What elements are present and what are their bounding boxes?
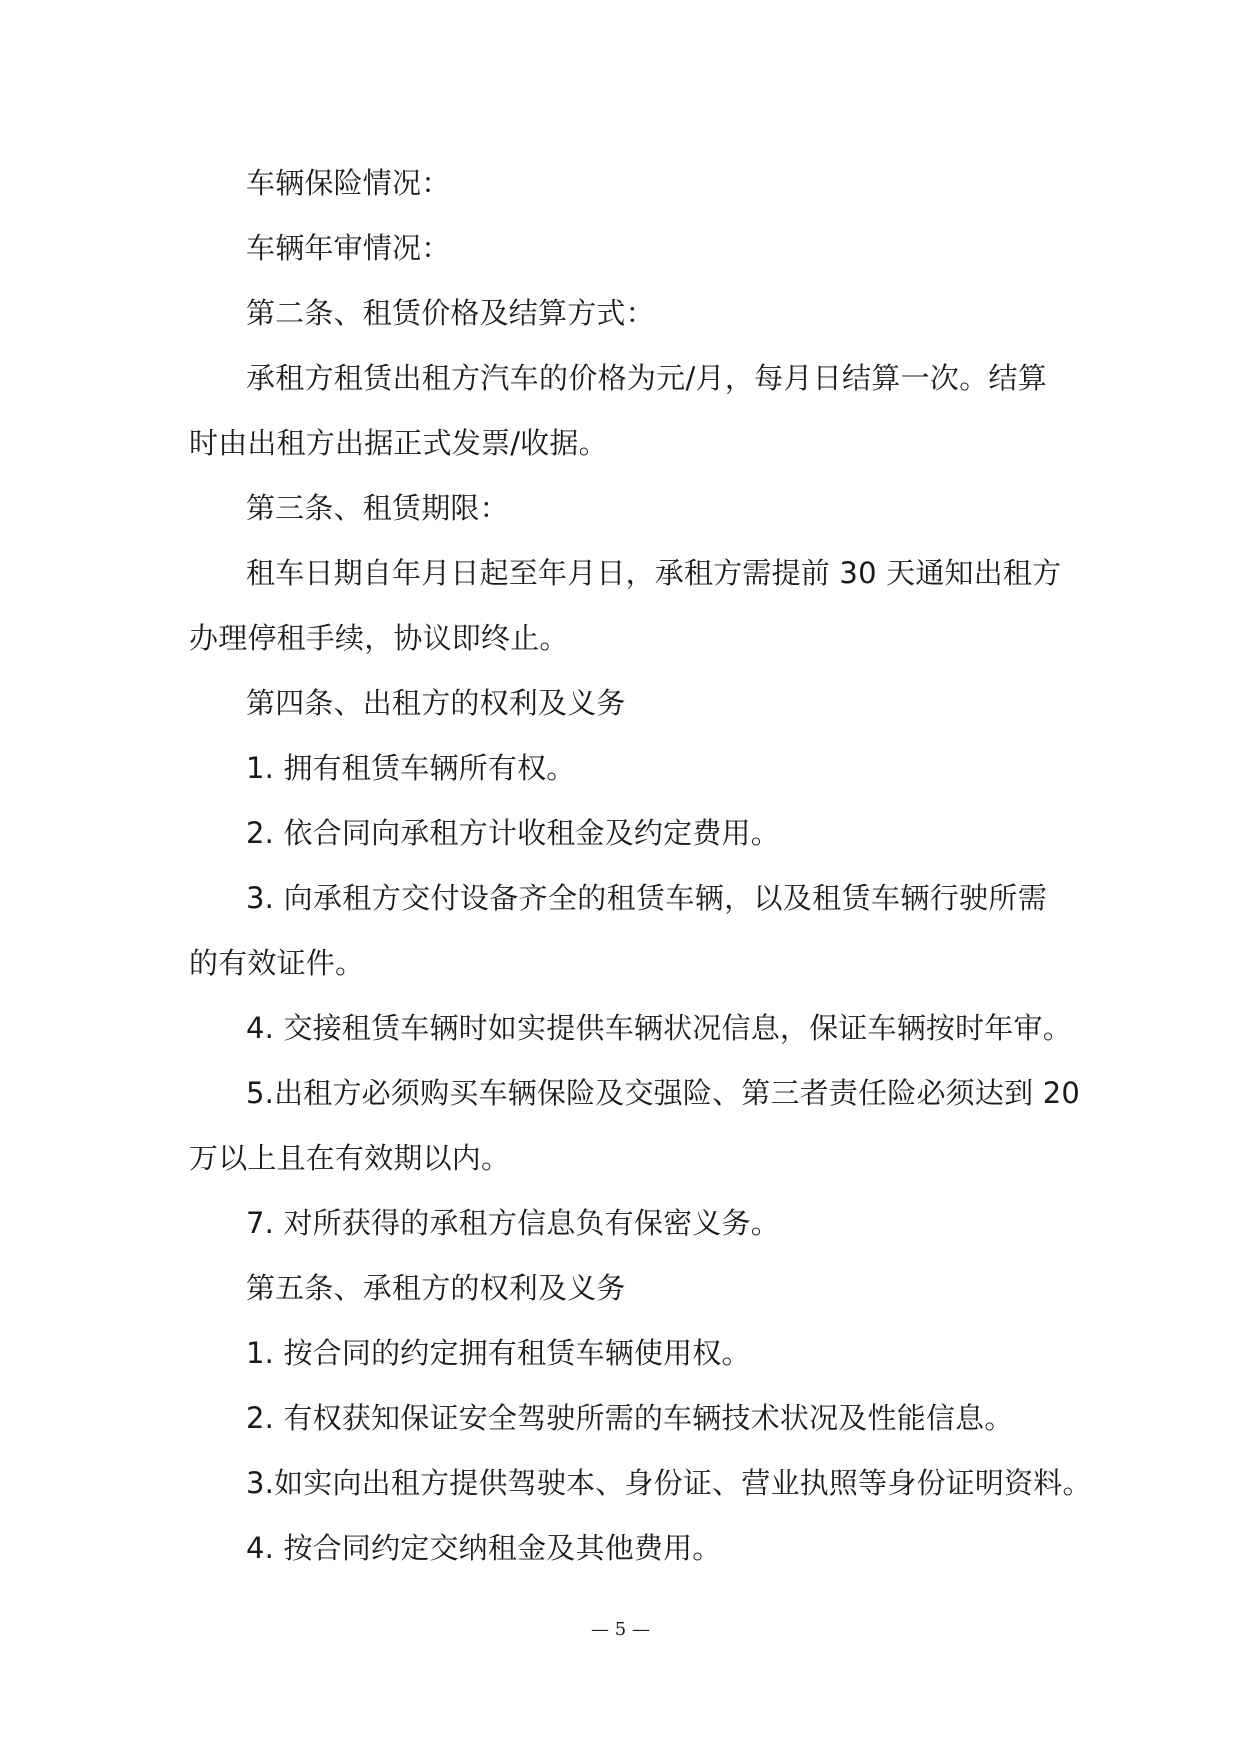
text-line: 时由出租方出据正式发票/收据。 [189, 426, 608, 460]
section-heading: 第二条、租赁价格及结算方式： [246, 296, 655, 330]
list-item: 4. 按合同约定交纳租金及其他费用。 [246, 1531, 722, 1565]
list-item: 3.如实向出租方提供驾驶本、身份证、营业执照等身份证明资料。 [246, 1466, 1092, 1500]
text-line: 车辆年审情况： [246, 231, 451, 265]
text-line: 承租方租赁出租方汽车的价格为元/月，每月日结算一次。结算 [246, 361, 1047, 395]
list-item: 1. 按合同的约定拥有租赁车辆使用权。 [246, 1336, 751, 1370]
text-line: 车辆保险情况： [246, 166, 451, 200]
section-heading: 第三条、租赁期限： [246, 491, 509, 525]
page-number: — 5 — [591, 1619, 650, 1640]
section-heading: 第四条、出租方的权利及义务 [246, 686, 626, 720]
list-item: 2. 有权获知保证安全驾驶所需的车辆技术状况及性能信息。 [246, 1401, 1014, 1435]
list-item: 7. 对所获得的承租方信息负有保密义务。 [246, 1206, 780, 1240]
list-item: 2. 依合同向承租方计收租金及约定费用。 [246, 816, 780, 850]
list-item: 3. 向承租方交付设备齐全的租赁车辆，以及租赁车辆行驶所需 [246, 881, 1047, 915]
text-line: 的有效证件。 [189, 946, 365, 980]
text-line: 万以上且在有效期以内。 [189, 1141, 511, 1175]
list-item: 4. 交接租赁车辆时如实提供车辆状况信息，保证车辆按时年审。 [246, 1011, 1072, 1045]
list-item: 1. 拥有租赁车辆所有权。 [246, 751, 576, 785]
text-line: 办理停租手续，协议即终止。 [189, 621, 569, 655]
section-heading: 第五条、承租方的权利及义务 [246, 1271, 626, 1305]
text-line: 租车日期自年月日起至年月日，承租方需提前 30 天通知出租方 [246, 556, 1062, 590]
list-item: 5.出租方必须购买车辆保险及交强险、第三者责任险必须达到 20 [246, 1076, 1080, 1110]
